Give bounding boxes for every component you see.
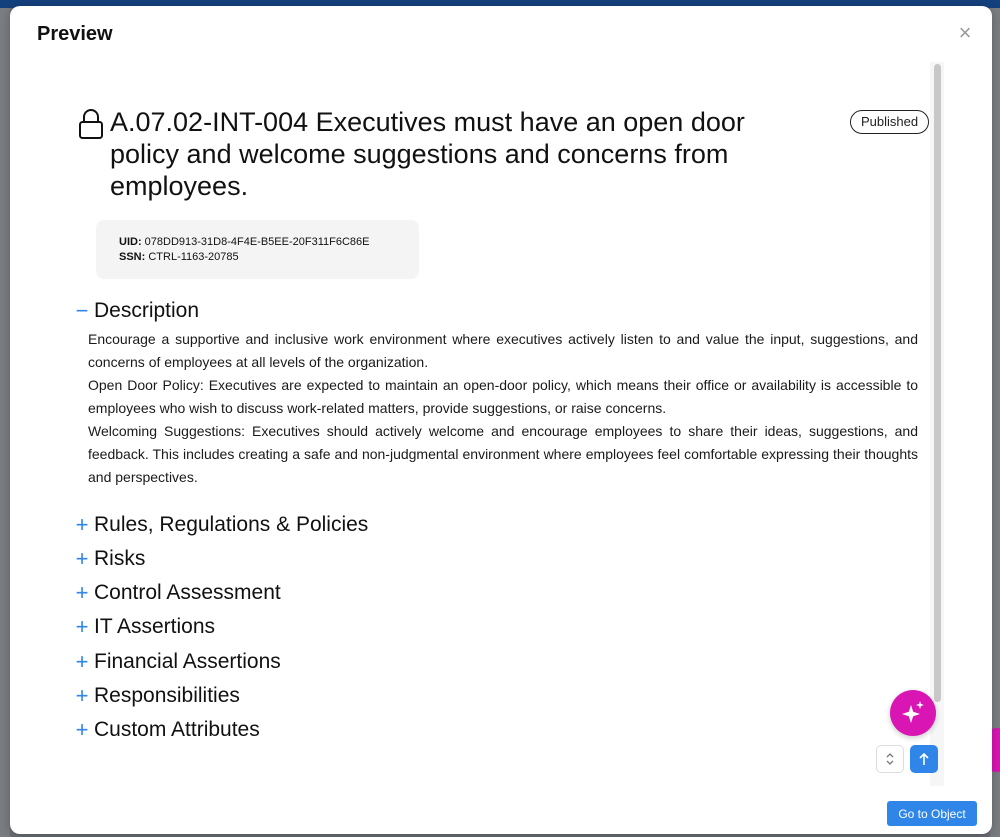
ssn-line (119, 250, 239, 265)
scrollbar-thumb[interactable] (934, 64, 941, 702)
section-description-toggle[interactable] (72, 298, 199, 324)
go-to-object-button[interactable]: Go to Object (887, 801, 977, 826)
section-it-assertions-toggle[interactable] (72, 614, 215, 640)
section-label: Control Assessment (94, 581, 281, 604)
section-financial-assertions-toggle[interactable] (72, 649, 281, 675)
expand-icon: + (75, 649, 89, 674)
collapse-icon: − (75, 298, 89, 323)
expand-icon: + (75, 580, 89, 605)
section-label: Custom Attributes (94, 718, 260, 741)
ai-assistant-button[interactable] (890, 690, 936, 736)
identifier-card (96, 220, 419, 279)
uid-line (119, 235, 369, 250)
expand-icon: + (75, 546, 89, 571)
section-label: Financial Assertions (94, 650, 281, 673)
uid-label: UID: (119, 236, 142, 248)
expand-icon: + (75, 683, 89, 708)
up-down-chevron-icon (884, 751, 896, 767)
section-custom-attributes-toggle[interactable] (72, 717, 260, 743)
lock-icon (78, 108, 104, 140)
expand-icon: + (75, 512, 89, 537)
section-control-assessment-toggle[interactable] (72, 580, 281, 606)
ssn-value: CTRL-1163-20785 (148, 251, 239, 263)
background-app-left-strip (0, 8, 10, 837)
close-button[interactable] (954, 22, 976, 44)
description-paragraph: Open Door Policy: Executives are expected to maintain an open-door policy, which means their office or availability is accessible to employees who wish to discuss work-related matters, provide suggestions, or raise concerns. (88, 377, 918, 416)
section-label: Responsibilities (94, 684, 240, 707)
uid-value: 078DD913-31D8-4F4E-B5EE-20F311F6C86E (144, 236, 370, 248)
ssn-label: SSN: (119, 251, 146, 263)
expand-icon: + (75, 717, 89, 742)
close-icon: × (958, 20, 972, 45)
section-label: IT Assertions (94, 615, 215, 638)
sparkle-icon (899, 699, 927, 727)
modal-title: Preview (37, 23, 113, 45)
expand-icon: + (75, 614, 89, 639)
status-badge: Published (850, 110, 929, 134)
arrow-up-icon (917, 751, 931, 767)
record-header (78, 106, 933, 202)
description-paragraph: Encourage a supportive and inclusive work environment where executives actively listen to and value the input, suggestions, and concerns of employees at all levels of the organization. (88, 331, 918, 370)
section-label: Rules, Regulations & Policies (94, 513, 369, 536)
section-label: Description (94, 299, 200, 322)
scroll-stepper-button[interactable] (876, 745, 904, 773)
description-paragraph: Welcoming Suggestions: Executives should actively welcome and encourage employees to share their ideas, suggestions, and feedback. This includes creating a safe and non-judgmental environment where employees feel comfortable expressing their thoughts and perspectives. (88, 423, 918, 485)
section-rules-toggle[interactable] (72, 512, 368, 538)
section-risks-toggle[interactable] (72, 546, 145, 572)
record-title: A.07.02-INT-004 Executives must have an open door policy and welcome suggestions and concerns from employees. (110, 107, 745, 201)
section-responsibilities-toggle[interactable] (72, 683, 240, 709)
description-body (88, 328, 918, 489)
preview-modal (10, 6, 992, 834)
section-label: Risks (94, 547, 146, 570)
scroll-to-top-button[interactable] (910, 745, 938, 773)
